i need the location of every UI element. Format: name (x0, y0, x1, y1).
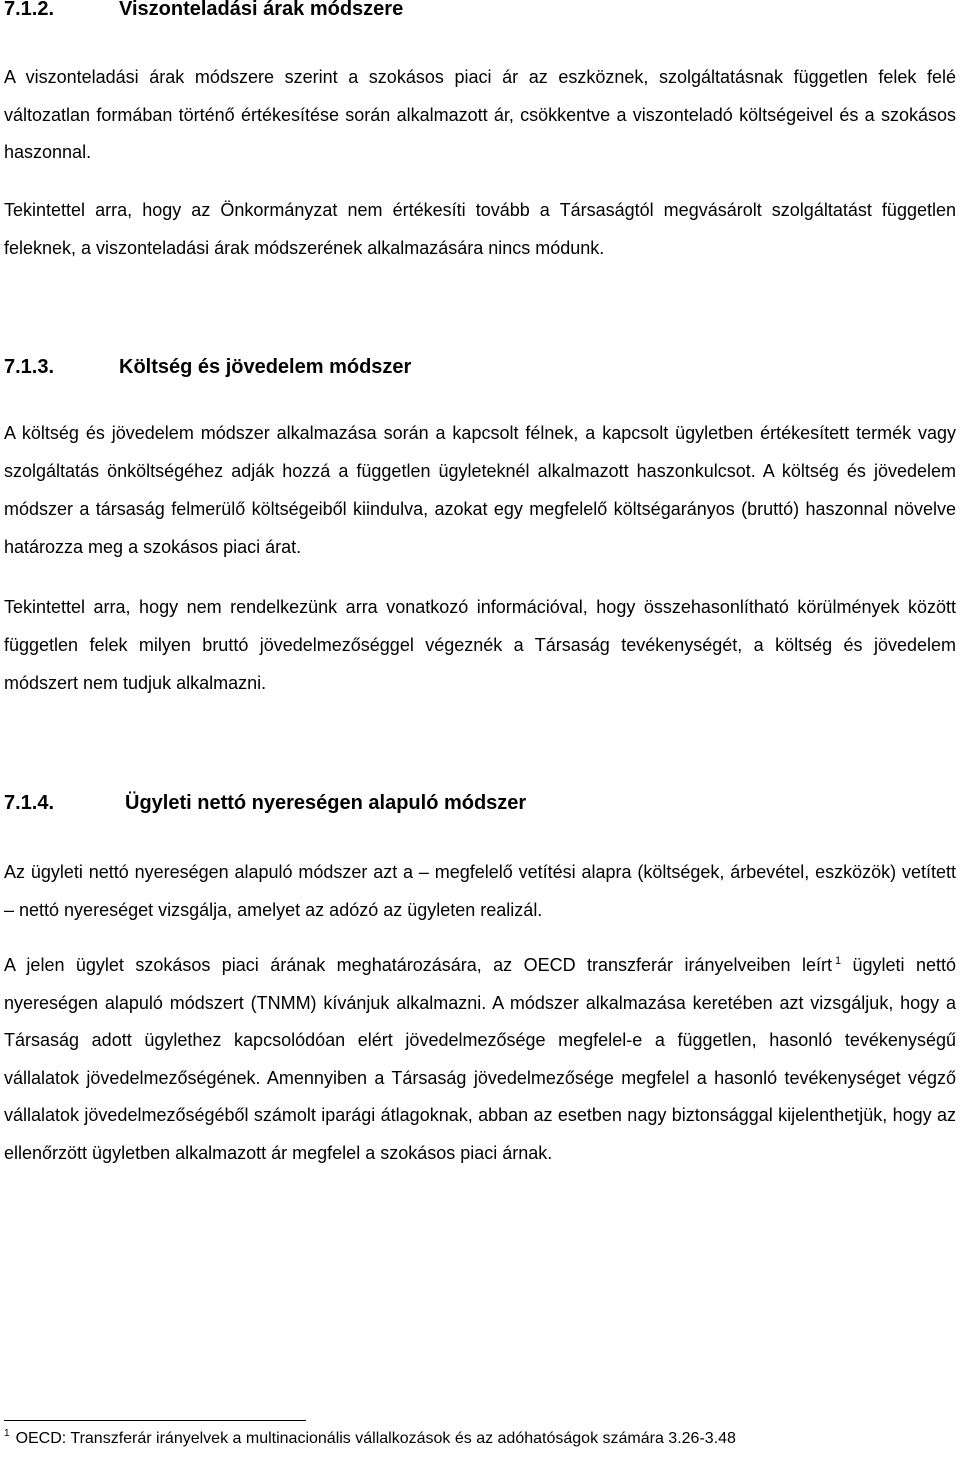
paragraph: A viszonteladási árak módszere szerint a szokásos piaci ár az eszköznek, szolgáltatásnak független felek felé változatlan formában történő értékesítése során alkalmazott ár, csökkentve a viszonteladó költségeivel és a szokásos haszonnal. (4, 67, 956, 162)
footnote-text: OECD: Transzferár irányelvek a multinacionális vállalkozások és az adóhatóságok számára 3.26-3.48 (15, 1430, 736, 1447)
section-number: 7.1.2. (4, 0, 55, 20)
paragraph: A költség és jövedelem módszer alkalmazása során a kapcsolt félnek, a kapcsolt ügyletben értékesített termék vagy szolgáltatás önköltségéhez adják hozzá a független ügyleteknél alkalmazott haszonkulcsot. A költség és jövedelem módszer a társaság felmerülő költségeiből kiindulva, azokat egy megfelelő költségarányos (bruttó) haszonnal növelve határozza meg a szokásos piaci árat. (4, 423, 956, 557)
paragraph: Tekintettel arra, hogy az Önkormányzat nem értékesíti tovább a Társaságtól megvásárolt szolgáltatást független feleknek, a viszonteladási árak módszerének alkalmazására nincs módunk. (4, 200, 956, 258)
paragraph: Tekintettel arra, hogy nem rendelkezünk arra vonatkozó információval, hogy összehasonlítható körülmények között független felek milyen bruttó jövedelmezőséggel végeznék a Társaság tevékenységét, a költség és jövedelem módszert nem tudjuk alkalmazni. (4, 597, 956, 693)
section-number: 7.1.4. (4, 792, 55, 814)
footnote-marker: 1 (4, 1428, 10, 1439)
section-title: Viszonteladási árak módszere (119, 0, 404, 20)
paragraph-text: A jelen ügylet szokásos piaci árának meghatározására, az OECD transzferár irányelveiben leírt (4, 955, 832, 975)
paragraph-with-footnote (4, 947, 956, 1172)
section-heading (4, 791, 527, 815)
footnote-reference[interactable]: 1 (834, 955, 842, 967)
paragraph: Az ügyleti nettó nyereségen alapuló módszer azt a – megfelelő vetítési alapra (költségek, árbevétel, eszközök) vetített – nettó nyereséget vizsgálja, amelyet az adózó az ügyleten realizál. (4, 862, 956, 920)
section-heading (4, 0, 404, 21)
section-number: 7.1.3. (4, 356, 55, 378)
footnote-separator (4, 1420, 306, 1421)
section-title: Költség és jövedelem módszer (119, 356, 412, 378)
footnote (4, 1427, 944, 1451)
section-title: Ügyleti nettó nyereségen alapuló módszer (125, 792, 527, 814)
paragraph-text: ügyleti nettó nyereségen alapuló módszert (TNMM) kívánjuk alkalmazni. A módszer alkalmazása keretében azt vizsgáljuk, hogy a Társaság adott ügylethez kapcsolódóan elért jövedelmezősége megfelel-e a független, hasonló tevékenységű vállalatok jövedelmezőségének. Amennyiben a Társaság jövedelmezősége megfelel a hasonló tevékenységet végző vállalatok jövedelmezőségéből számolt iparági átlagoknak, abban az esetben nagy biztonsággal kijelenthetjük, hogy az ellenőrzött ügyletben alkalmazott ár megfelel a szokásos piaci árnak. (4, 955, 956, 1163)
section-heading (4, 355, 412, 379)
